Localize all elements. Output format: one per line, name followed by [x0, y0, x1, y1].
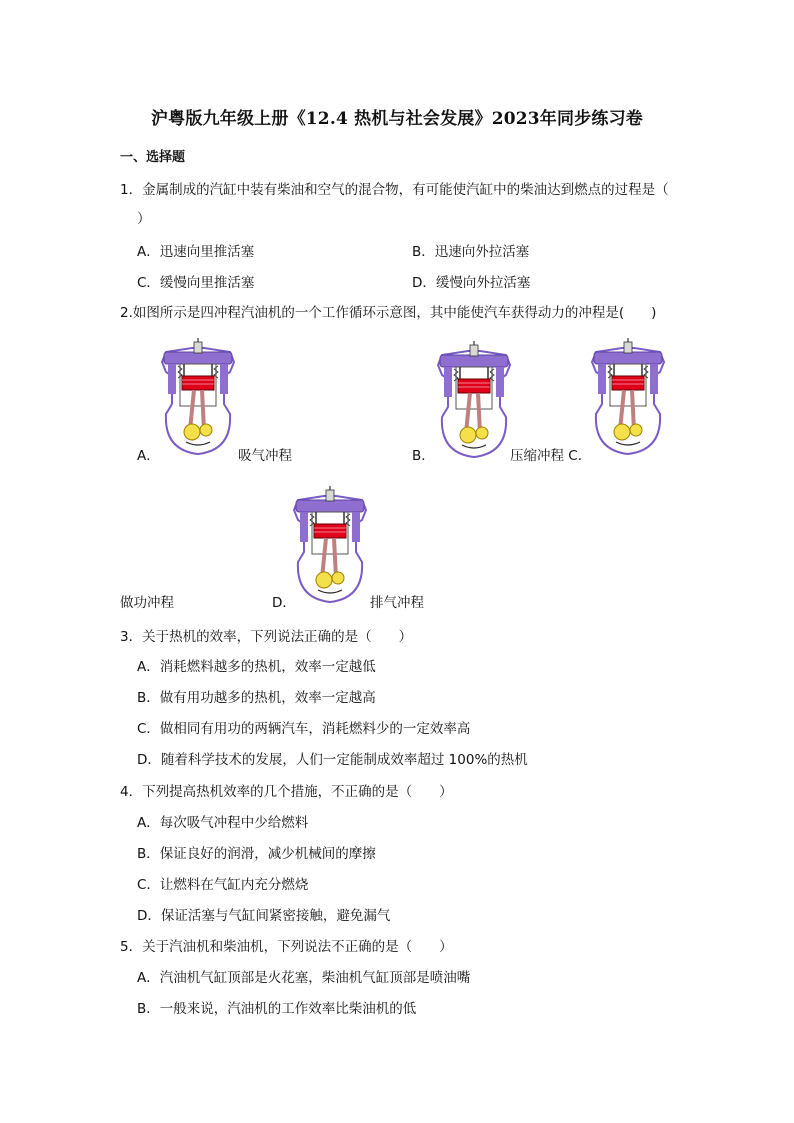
question-1-option-a: A．迅速向里推活塞: [137, 244, 255, 260]
question-2-option-d: D．: [272, 595, 296, 611]
question-3-option-c: C．做相同有用功的两辆汽车，消耗燃料少的一定效率高: [137, 721, 471, 737]
question-3-option-d: D．随着科学技术的发展，人们一定能制成效率超过 100%的热机: [137, 752, 528, 768]
question-2-option-b: B．: [412, 448, 435, 464]
question-2-option-a: A．: [137, 448, 160, 464]
question-3-text: 3．关于热机的效率，下列说法正确的是（ ）: [120, 629, 413, 645]
question-4-option-c: C．让燃料在气缸内充分燃烧: [137, 877, 309, 893]
question-5-option-a: A．汽油机气缸顶部是火花塞，柴油机气缸顶部是喷油嘴: [137, 970, 471, 986]
engine-diagram-exhaust: [290, 484, 370, 604]
engine-diagram-intake: [158, 336, 238, 456]
question-1-option-c: C．缓慢向里推活塞: [137, 275, 255, 291]
question-4-option-d: D．保证活塞与气缸间紧密接触，避免漏气: [137, 908, 391, 924]
question-1-option-b: B．迅速向外拉活塞: [412, 244, 530, 260]
question-4-option-b: B．保证良好的润滑，减少机械间的摩擦: [137, 846, 376, 862]
question-3-option-b: B．做有用功越多的热机，效率一定越高: [137, 690, 376, 706]
engine-diagram-power: [588, 336, 668, 456]
question-4-option-a: A．每次吸气冲程中少给燃料: [137, 815, 309, 831]
question-1-text: 1．金属制成的汽缸中装有柴油和空气的混合物，有可能使汽缸中的柴油达到燃点的过程是（: [120, 182, 669, 198]
question-2-text: 2.如图所示是四冲程汽油机的一个工作循环示意图，其中能使汽车获得动力的冲程是( ): [120, 305, 657, 321]
section-heading: 一、选择题: [120, 150, 186, 165]
question-1-option-d: D．缓慢向外拉活塞: [412, 275, 531, 291]
question-1-text-cont: ）: [137, 211, 151, 227]
engine-diagram-compression: [434, 339, 514, 459]
question-2-option-d-label: 排气冲程: [370, 595, 424, 611]
question-3-option-a: A．消耗燃料越多的热机，效率一定越低: [137, 659, 376, 675]
question-2-option-b-label: 压缩冲程 C．: [510, 448, 592, 464]
question-2-option-c-label: 做功冲程: [120, 595, 174, 611]
question-5-text: 5．关于汽油机和柴油机，下列说法不正确的是（ ）: [120, 939, 453, 955]
page-title: 沪粤版九年级上册《12.4 热机与社会发展》2023年同步练习卷: [150, 109, 644, 129]
question-4-text: 4．下列提高热机效率的几个措施，不正确的是（ ）: [120, 784, 453, 800]
question-2-option-a-label: 吸气冲程: [238, 448, 292, 464]
question-5-option-b: B．一般来说，汽油机的工作效率比柴油机的低: [137, 1001, 417, 1017]
